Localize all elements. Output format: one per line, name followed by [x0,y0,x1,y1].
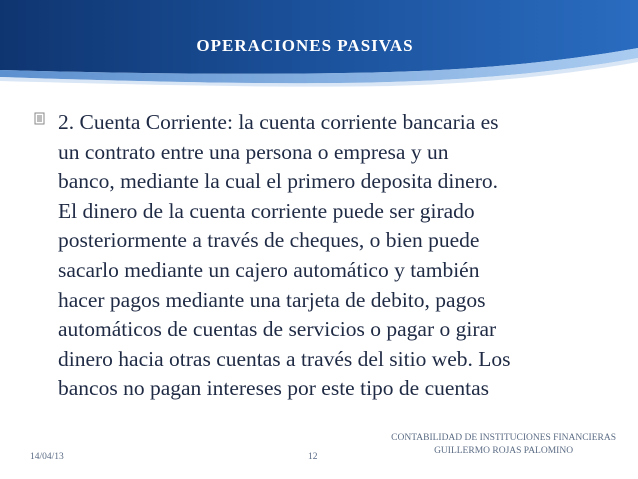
footer-credit-author: GUILLERMO ROJAS PALOMINO [434,446,574,456]
bullet-item [34,108,624,404]
body-line: sacarlo mediante un cajero automático y también [58,257,480,282]
body-line: El dinero de la cuenta corriente puede ser girado [58,198,475,223]
body-paragraph [34,108,624,404]
body-line: banco, mediante la cual el primero deposita dinero. [58,169,498,194]
footer-credit [391,432,616,458]
slide-title: OPERACIONES PASIVAS [196,36,414,55]
footer-credit-course: CONTABILIDAD DE INSTITUCIONES FINANCIERAS [391,433,616,443]
body-line: posteriormente a través de cheques, o bien puede [58,228,480,253]
body-line: hacer pagos mediante una tarjeta de debito, pagos [58,287,486,312]
body-line: un contrato entre una persona o empresa y un [58,139,449,164]
body-line: automáticos de cuentas de servicios o pagar o girar [58,317,497,342]
footer-date: 14/04/13 [30,452,64,462]
body-line: 2. Cuenta Corriente: la cuenta corriente bancaria es [58,110,499,134]
footer-page-number: 12 [308,452,318,462]
body-line: bancos no pagan intereses por este tipo de cuentas [58,376,490,401]
body-line: dinero hacia otras cuentas a través del sitio web. Los [58,346,511,371]
square-bullet-icon [34,112,46,130]
header-band [0,0,638,88]
